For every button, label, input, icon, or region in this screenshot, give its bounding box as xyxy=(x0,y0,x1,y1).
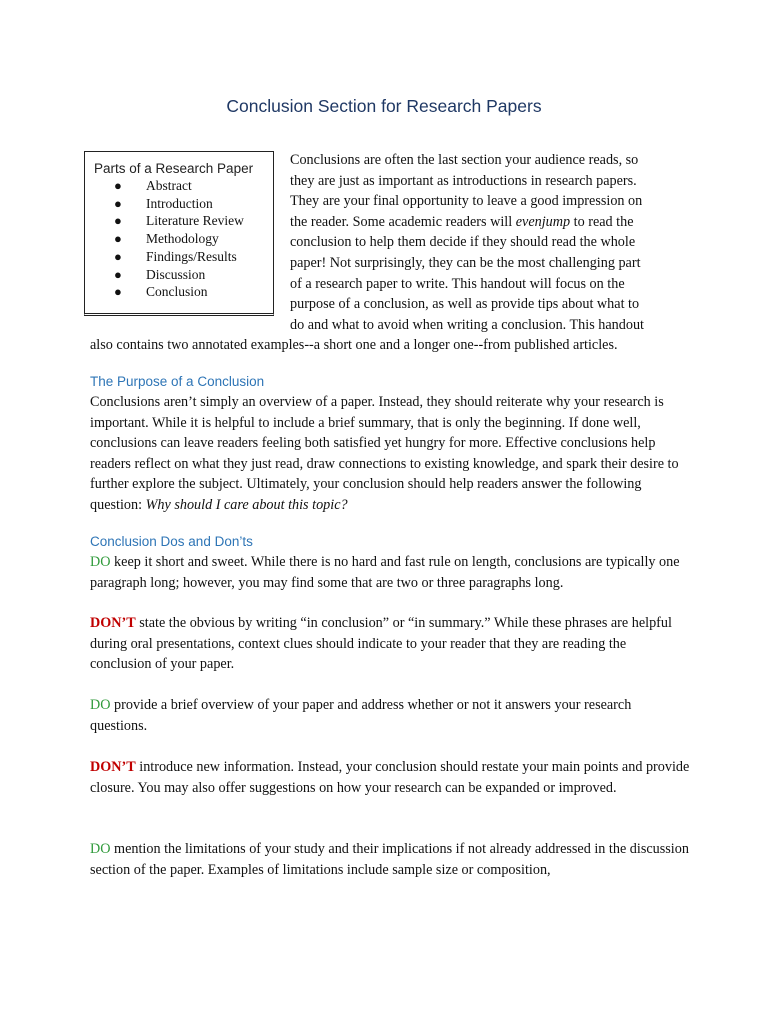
do-label: DO xyxy=(90,841,111,857)
bullet-icon: ● xyxy=(114,213,122,229)
intro-line: of a research paper to write. This handout will focus on the xyxy=(290,275,625,292)
emphasis-text: evenjump xyxy=(515,213,571,230)
intro-line: They are your final opportunity to leave a good impression on xyxy=(290,193,643,210)
intro-line-full: also contains two annotated examples--a short one and a longer one--from published articles. xyxy=(90,337,618,353)
purpose-paragraph: Conclusions aren’t simply an overview of a paper. Instead, they should reiterate why your research is important. While it is helpful to include a brief summary, that is only the beginning. If done well, conclusions can leave readers feeling both satisfied yet hungry for more. Effective conclusions help readers reflect on what they just read, draw connections to existing knowledge, and spark their desire to further explore the subject. Ultimately, your conclusion should help readers answer the following question: Why should I care about this topic? xyxy=(90,394,679,513)
bullet-icon: ● xyxy=(114,248,122,264)
parts-list-item: ● Abstract xyxy=(114,178,192,193)
key-question: Why should I care about this topic? xyxy=(145,496,348,513)
parts-box-title: Parts of a Research Paper xyxy=(94,161,254,176)
section-heading-dos-donts: Conclusion Dos and Don’ts xyxy=(90,534,253,549)
bullet-icon: ● xyxy=(114,231,122,247)
page-title: Conclusion Section for Research Papers xyxy=(226,96,542,116)
parts-list-item: ● Introduction xyxy=(114,195,213,211)
dos-item: DO mention the limitations of your study and their implications if not already addressed in the discussion section of the paper. Examples of limitations include sample size or composition, xyxy=(90,841,689,878)
intro-line: do and what to avoid when writing a conclusion. This handout xyxy=(290,316,644,333)
bullet-icon: ● xyxy=(114,195,122,211)
bullet-icon: ● xyxy=(114,284,122,300)
parts-list-item: ● Findings/Results xyxy=(114,248,237,264)
do-label: DO xyxy=(90,554,111,570)
intro-line: purpose of a conclusion, as well as provide tips about what to xyxy=(290,296,640,313)
dont-label: DON’T xyxy=(90,759,136,775)
dos-item: DO keep it short and sweet. While there is no hard and fast rule on length, conclusions are typically one paragraph long; however, you may find some that are two or three paragraphs long. xyxy=(90,554,680,591)
intro-line: they are just as important as introductions in research papers. xyxy=(290,172,637,189)
section-heading-purpose: The Purpose of a Conclusion xyxy=(90,374,265,389)
parts-list-item: ● Methodology xyxy=(114,231,219,247)
intro-line: Conclusions are often the last section your audience reads, so xyxy=(290,152,639,168)
do-label: DO xyxy=(90,697,111,713)
intro-line: paper! Not surprisingly, they can be the most challenging part xyxy=(290,254,641,271)
parts-list xyxy=(94,177,273,301)
bullet-icon: ● xyxy=(114,178,122,193)
parts-of-research-paper-box xyxy=(84,151,274,316)
bullet-icon: ● xyxy=(114,266,122,282)
dont-label: DON’T xyxy=(90,615,136,631)
parts-list-item: ● Discussion xyxy=(114,266,206,282)
intro-line: conclusion to help them decide if they should read the whole xyxy=(290,234,636,251)
donts-item: DON’T state the obvious by writing “in conclusion” or “in summary.” While these phrases are helpful during oral presentations, context clues should indicate to your reader that they are reading the conclusion of your paper. xyxy=(90,615,672,673)
parts-list-item: ● Conclusion xyxy=(114,284,208,300)
intro-paragraph xyxy=(290,150,680,335)
intro-line: the reader. Some academic readers will evenjump to read the xyxy=(290,213,634,230)
dos-item: DO provide a brief overview of your paper and address whether or not it answers your research questions. xyxy=(90,697,632,734)
donts-item: DON’T introduce new information. Instead, your conclusion should restate your main points and provide closure. You may also offer suggestions on how your research can be expanded or improved. xyxy=(90,759,690,796)
parts-list-item: ● Literature Review xyxy=(114,213,244,229)
